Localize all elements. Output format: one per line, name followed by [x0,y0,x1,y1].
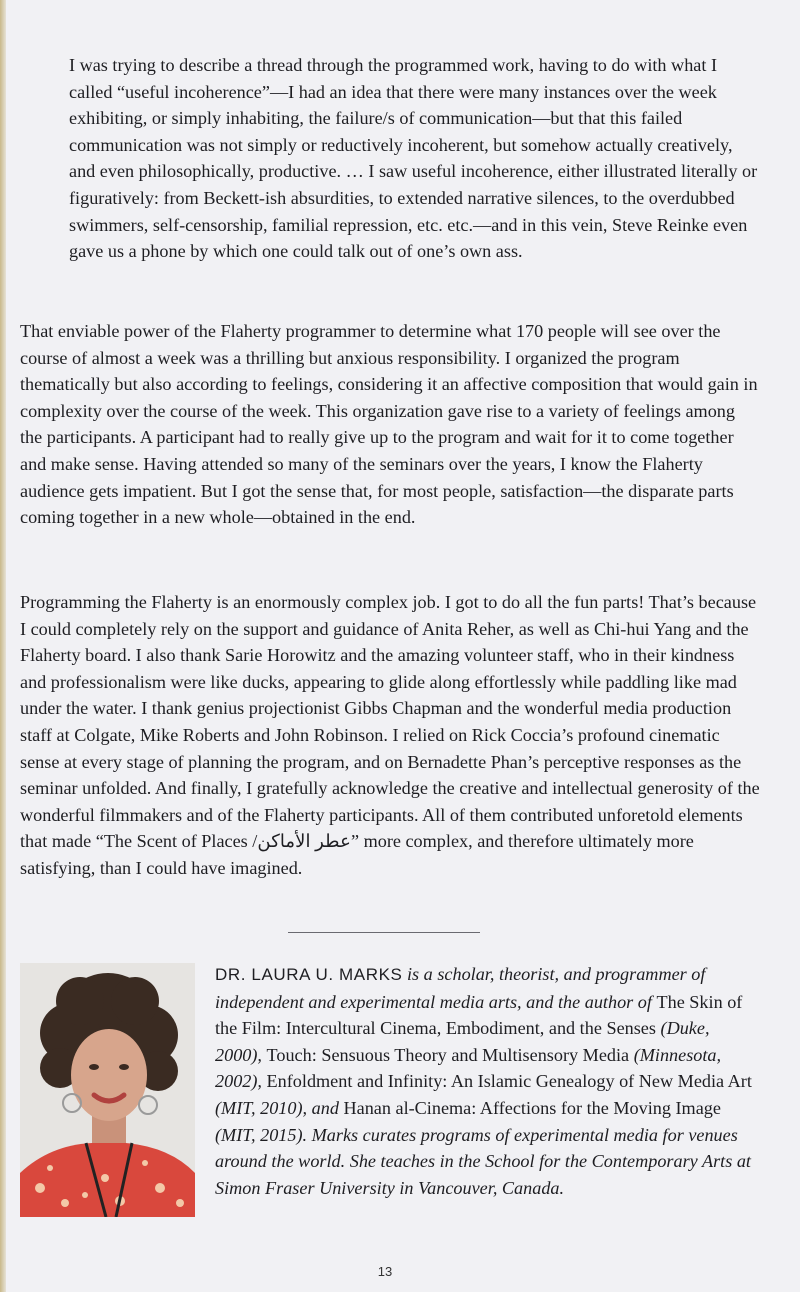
book-title-touch: Touch: Sensuous Theory and Multisensory Media [266,1044,630,1065]
page-number: 13 [377,1264,393,1279]
bio-text: (MIT, 2010), and [215,1097,344,1118]
section-divider [288,932,480,933]
author-name: DR. LAURA U. MARKS [215,965,403,984]
book-title-skin-of-film: The Skin of the Film: Intercultural Cinema, Embodiment, and the Senses [215,991,743,1039]
block-quote: I was trying to describe a thread through the programmed work, having to do with what I called “useful incoherence”—I had an idea that there were many instances over the week exhibiting, or simply inhabiting, the failure/s of communication—but that this failed communication was not simply or reductively incoherent, but somehow actually creatively, and even philosophically, productive. … I saw useful incoherence, either illustrated literally or figuratively: from Beckett-ish absurdities, to extended narrative silences, to the overdubbed swimmers, self-censorship, familial repression, etc. etc.—and in this vein, Steve Reinke even gave us a phone by which one could talk out of one’s own ass. [69,55,758,262]
author-bio [215,961,760,1201]
portrait-illustration [20,963,195,1217]
bio-text: (MIT, 2015). Marks curates programs of experimental media for venues around the world. She teaches in the School for the Contemporary Arts at Simon Fraser University in Vancouver, Canada. [215,1124,751,1198]
bio-text: is a scholar, theorist, and programmer of independent and experimental media arts, and the author of [215,964,706,1012]
paragraph-acknowledgments: Programming the Flaherty is an enormously complex job. I got to do all the fun parts! That’s because I could completely rely on the support and guidance of Anita Reher, as well as Chi-hui Yang and the Flaherty board. I also thank Sarie Horowitz and the amazing volunteer staff, who in their kindness and professionalism were like ducks, appearing to glide along effortlessly while paddling like mad under the water. I thank genius projectionist Gibbs Chapman and the wonderful media production staff at Colgate, Mike Roberts and John Robinson. I relied on Rick Coccia’s profound cinematic sense at every stage of planning the program, and on Bernadette Phan’s perceptive responses as the seminar unfolded. And finally, I gratefully acknowledge the creative and intellectual generosity of the wonderful filmmakers and of the Flaherty participants. All of them contributed unforetold elements that made “The Scent of Places /عطر الأماكن” more complex, and therefore ultimately more satisfying, than I could have imagined. [20,592,760,878]
bio-text: (Duke, 2000), [215,1018,710,1065]
book-title-hanan: Hanan al-Cinema: Affections for the Moving Image [343,1097,721,1118]
author-photo [20,963,195,1217]
page-edge [0,0,6,1292]
paragraph-programming-power: That enviable power of the Flaherty programmer to determine what 170 people will see over the course of almost a week was a thrilling but anxious responsibility. I organized the program thematically but also according to feelings, considering it an affective composition that would gain in complexity over the course of the week. This organization gave rise to a variety of feelings among the participants. A participant had to really give up to the program and wait for it to come together and make sense. Having attended so many of the seminars over the years, I know the Flaherty audience gets impatient. But I got the sense that, for most people, satisfaction—the disparate parts coming together in a new whole—obtained in the end. [20,321,758,528]
book-title-enfoldment: Enfoldment and Infinity: An Islamic Genealogy of New Media Art [266,1071,752,1092]
bio-text: (Minnesota, 2002), [215,1044,722,1092]
